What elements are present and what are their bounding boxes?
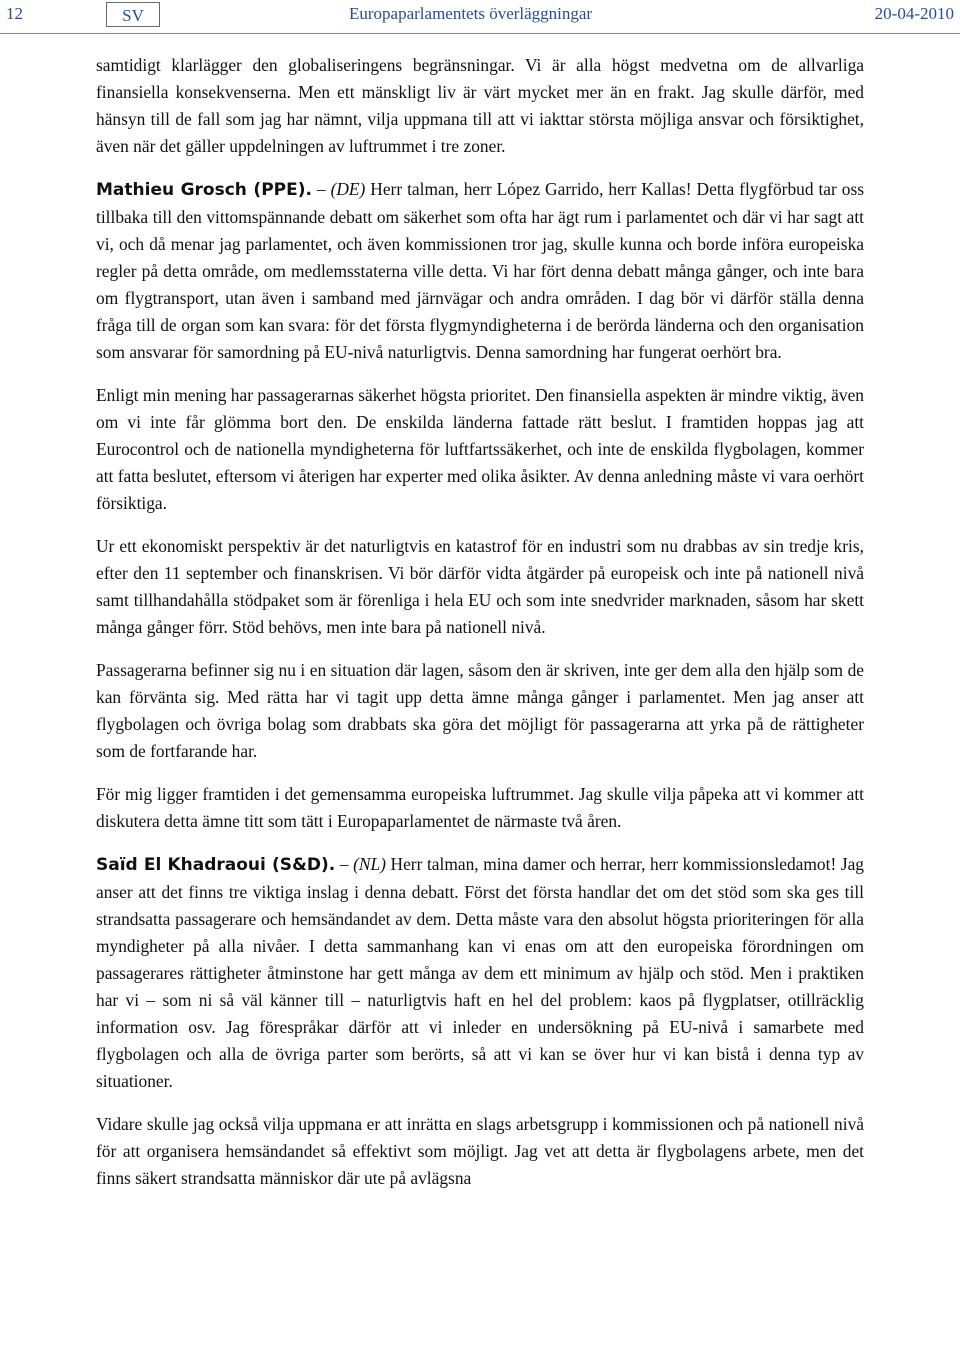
paragraph-text: För mig ligger framtiden i det gemensamma europeiska luftrummet. Jag skulle vilja påpeka att vi kommer att diskutera detta ämne titt som tätt i Europaparlamentet de närmaste två åren. — [96, 784, 864, 831]
paragraph-2 — [96, 176, 864, 366]
paragraph-text: Passagerarna befinner sig nu i en situation där lagen, såsom den är skriven, inte ger dem alla den hjälp som de kan förvänta sig. Med rätta har vi tagit upp detta ämne många gånger i parlamentet. Men jag anser att flygbolagen och övriga bolag som drabbats ska göra det möjligt för passagerarna att yrka på de rättigheter som de fortfarande har. — [96, 660, 864, 761]
paragraph-6 — [96, 781, 864, 835]
paragraph-7 — [96, 851, 864, 1095]
paragraph-8 — [96, 1111, 864, 1192]
page-number: 12 — [6, 4, 23, 23]
paragraph-1 — [96, 52, 864, 160]
paragraph-text: Enligt min mening har passagerarnas säkerhet högsta prioritet. Den finansiella aspekten är mindre viktig, även om vi inte får glömma bort den. De enskilda länderna fattade rätt beslut. I framtiden hoppas jag att Eurocontrol och de nationella myndigheterna för luftfartssäkerhet, och inte de enskilda flygbolagen, kommer att fatta beslutet, eftersom vi återigen har experter med olika åsikter. Av denna anledning måste vi vara oerhört försiktiga. — [96, 385, 864, 513]
speech-language: (NL) — [353, 854, 386, 874]
language-box: SV — [106, 2, 160, 27]
document-date: 20-04-2010 — [874, 4, 954, 23]
paragraph-text: Vidare skulle jag också vilja uppmana er att inrätta en slags arbetsgrupp i kommissionen och på nationell nivå för att organisera hemsändandet så effektivt som möjligt. Jag vet att detta är flygbolagens arbete, men det finns säkert strandsatta människor där ute på avlägsna — [96, 1114, 864, 1188]
paragraph-text: samtidigt klarlägger den globaliseringens begränsningar. Vi är alla högst medvetna om de allvarliga finansiella konsekvenserna. Men ett mänskligt liv är värt mycket mer än en frakt. Jag skulle därför, med hänsyn till de fall som jag har nämnt, vilja uppmana till att vi iakttar största möjliga ansvar och försiktighet, även när det gäller uppdelningen av luftrummet i tre zoner. — [96, 55, 864, 156]
paragraph-text: Herr talman, herr López Garrido, herr Kallas! Detta flygförbud tar oss tillbaka till den vittomspännande debatt om säkerhet som ofta har ägt rum i parlamentet och där vi har sagt att vi, och då menar jag parlamentet, och även kommissionen tror jag, skulle kunna och borde införa europeiska regler på detta område, om medlemsstaterna ville detta. Vi har fört denna debatt många gånger, och inte bara om flygtransport, utan även i samband med järnvägar och andra områden. I dag bör vi därför ställa denna fråga till de organ som kan svara: för det första flygmyndigheterna i de berörda länderna och den organisation som ansvarar för samordning på EU-nivå naturligtvis. Denna samordning har fungerat oerhört bra. — [96, 179, 864, 362]
speaker-name: Mathieu Grosch (PPE). — [96, 180, 312, 200]
header-divider — [0, 33, 960, 34]
speech-language: (DE) — [330, 179, 366, 199]
paragraph-4 — [96, 533, 864, 641]
paragraph-5 — [96, 657, 864, 765]
paragraph-3 — [96, 382, 864, 517]
paragraph-text: Herr talman, mina damer och herrar, herr kommissionsledamot! Jag anser att det finns tre viktiga inslag i denna debatt. Först det första handlar det om det stöd som ska ges till strandsatta passagerare och hemsändandet av dem. Detta måste vara den absolut högsta prioriteringen för alla myndigheter på alla nivåer. I detta sammanhang kan vi enas om att den europeiska förordningen om passagerares rättigheter åtminstone har gett många av dem ett minimum av hjälp och stöd. Men i praktiken har vi – som ni så väl känner till – naturligtvis haft en hel del problem: kaos på flygplatser, otillräcklig information osv. Jag förespråkar därför att vi inleder en undersökning på EU-nivå i samarbete med flygbolagen och alla de övriga parter som berörts, så att vi kan se över hur vi kan bistå i denna typ av situationer. — [96, 854, 865, 1091]
speaker-name: Saïd El Khadraoui (S&D). — [96, 855, 336, 875]
document-title: Europaparlamentets överläggningar — [349, 4, 593, 23]
document-body — [96, 52, 864, 1208]
page-header — [0, 0, 960, 34]
speaker-dash: – — [335, 854, 354, 874]
paragraph-text: Ur ett ekonomiskt perspektiv är det naturligtvis en katastrof för en industri som nu drabbas av sin tredje kris, efter den 11 september och finanskrisen. Vi bör därför vidta åtgärder på europeisk och inte på nationell nivå samt tillhandahålla stödpaket som är förenliga i hela EU och som inte snedvrider marknaden, såsom har skett många gånger förr. Stöd behövs, men inte bara på nationell nivå. — [96, 536, 864, 637]
speaker-dash: – — [311, 179, 331, 199]
